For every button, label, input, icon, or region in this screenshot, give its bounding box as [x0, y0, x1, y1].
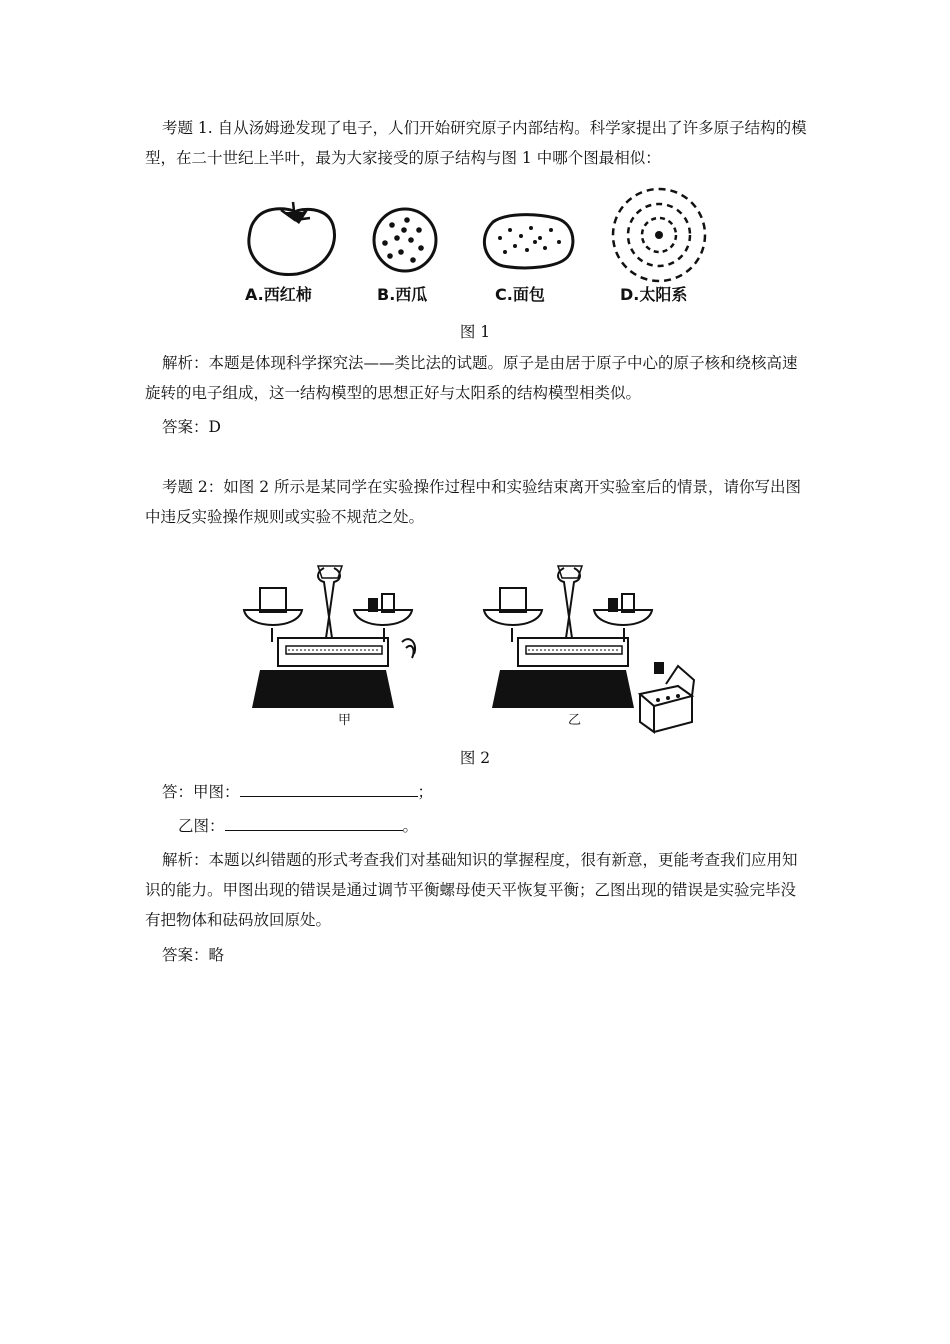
question-1-answer: 答案：D	[162, 418, 221, 436]
figure-1-caption: 图 1	[459, 323, 491, 341]
question-1-analysis: 解析：本题是体现科学探究法——类比法的试题。原子是由居于原子中心的原子核和绕核高速旋转的电子组成，这一结构模型的思想正好与太阳系的结构模型相类似。	[145, 354, 798, 402]
balance-jia-icon	[244, 566, 415, 708]
figure-2-balances	[238, 558, 708, 738]
tomato-model-icon	[249, 202, 335, 275]
answer-line-jia	[162, 777, 824, 807]
figure-yi-label: 乙	[568, 713, 582, 728]
question-2-analysis: 解析：本题以纠错题的形式考查我们对基础知识的掌握程度，很有新意，更能考查我们应用知识的能力。甲图出现的错误是通过调节平衡螺母使天平恢复平衡；乙图出现的错误是实验完毕没有把物体和砝码放回原处。	[145, 851, 798, 929]
watermelon-model-icon	[374, 209, 436, 271]
solar-system-model-icon	[613, 189, 705, 281]
answer-blank-jia[interactable]	[240, 778, 418, 797]
option-c-label: C.面包	[495, 285, 545, 304]
option-a-label: A.西红柿	[245, 285, 312, 304]
question-2-text: 考题 2：如图 2 所示是某同学在实验操作过程中和实验结束离开实验室后的情景，请你写出图中违反实验操作规则或实验不规范之处。	[145, 478, 802, 526]
question-2-answer: 答案：略	[162, 946, 225, 964]
figure-1-atom-models	[235, 180, 715, 310]
option-d-label: D.太阳系	[620, 285, 688, 304]
figure-jia-label: 甲	[338, 713, 352, 728]
answer-line-jia-suffix: ；	[417, 783, 434, 801]
question-1-text: 考题 1. 自从汤姆逊发现了电子，人们开始研究原子内部结构。科学家提出了许多原子结构的模型，在二十世纪上半叶，最为大家接受的原子结构与图 1 中哪个图最相似：	[145, 119, 807, 167]
figure-2-caption: 图 2	[459, 749, 491, 767]
balance-yi-icon	[484, 566, 694, 732]
answer-blank-yi[interactable]	[225, 812, 403, 831]
answer-line-jia-prefix: 答：甲图：	[162, 783, 240, 801]
bread-model-icon	[484, 215, 573, 268]
answer-line-yi-suffix: 。	[402, 817, 419, 835]
option-b-label: B.西瓜	[377, 285, 428, 304]
answer-line-yi-prefix: 乙图：	[178, 817, 225, 835]
answer-line-yi	[178, 811, 840, 841]
